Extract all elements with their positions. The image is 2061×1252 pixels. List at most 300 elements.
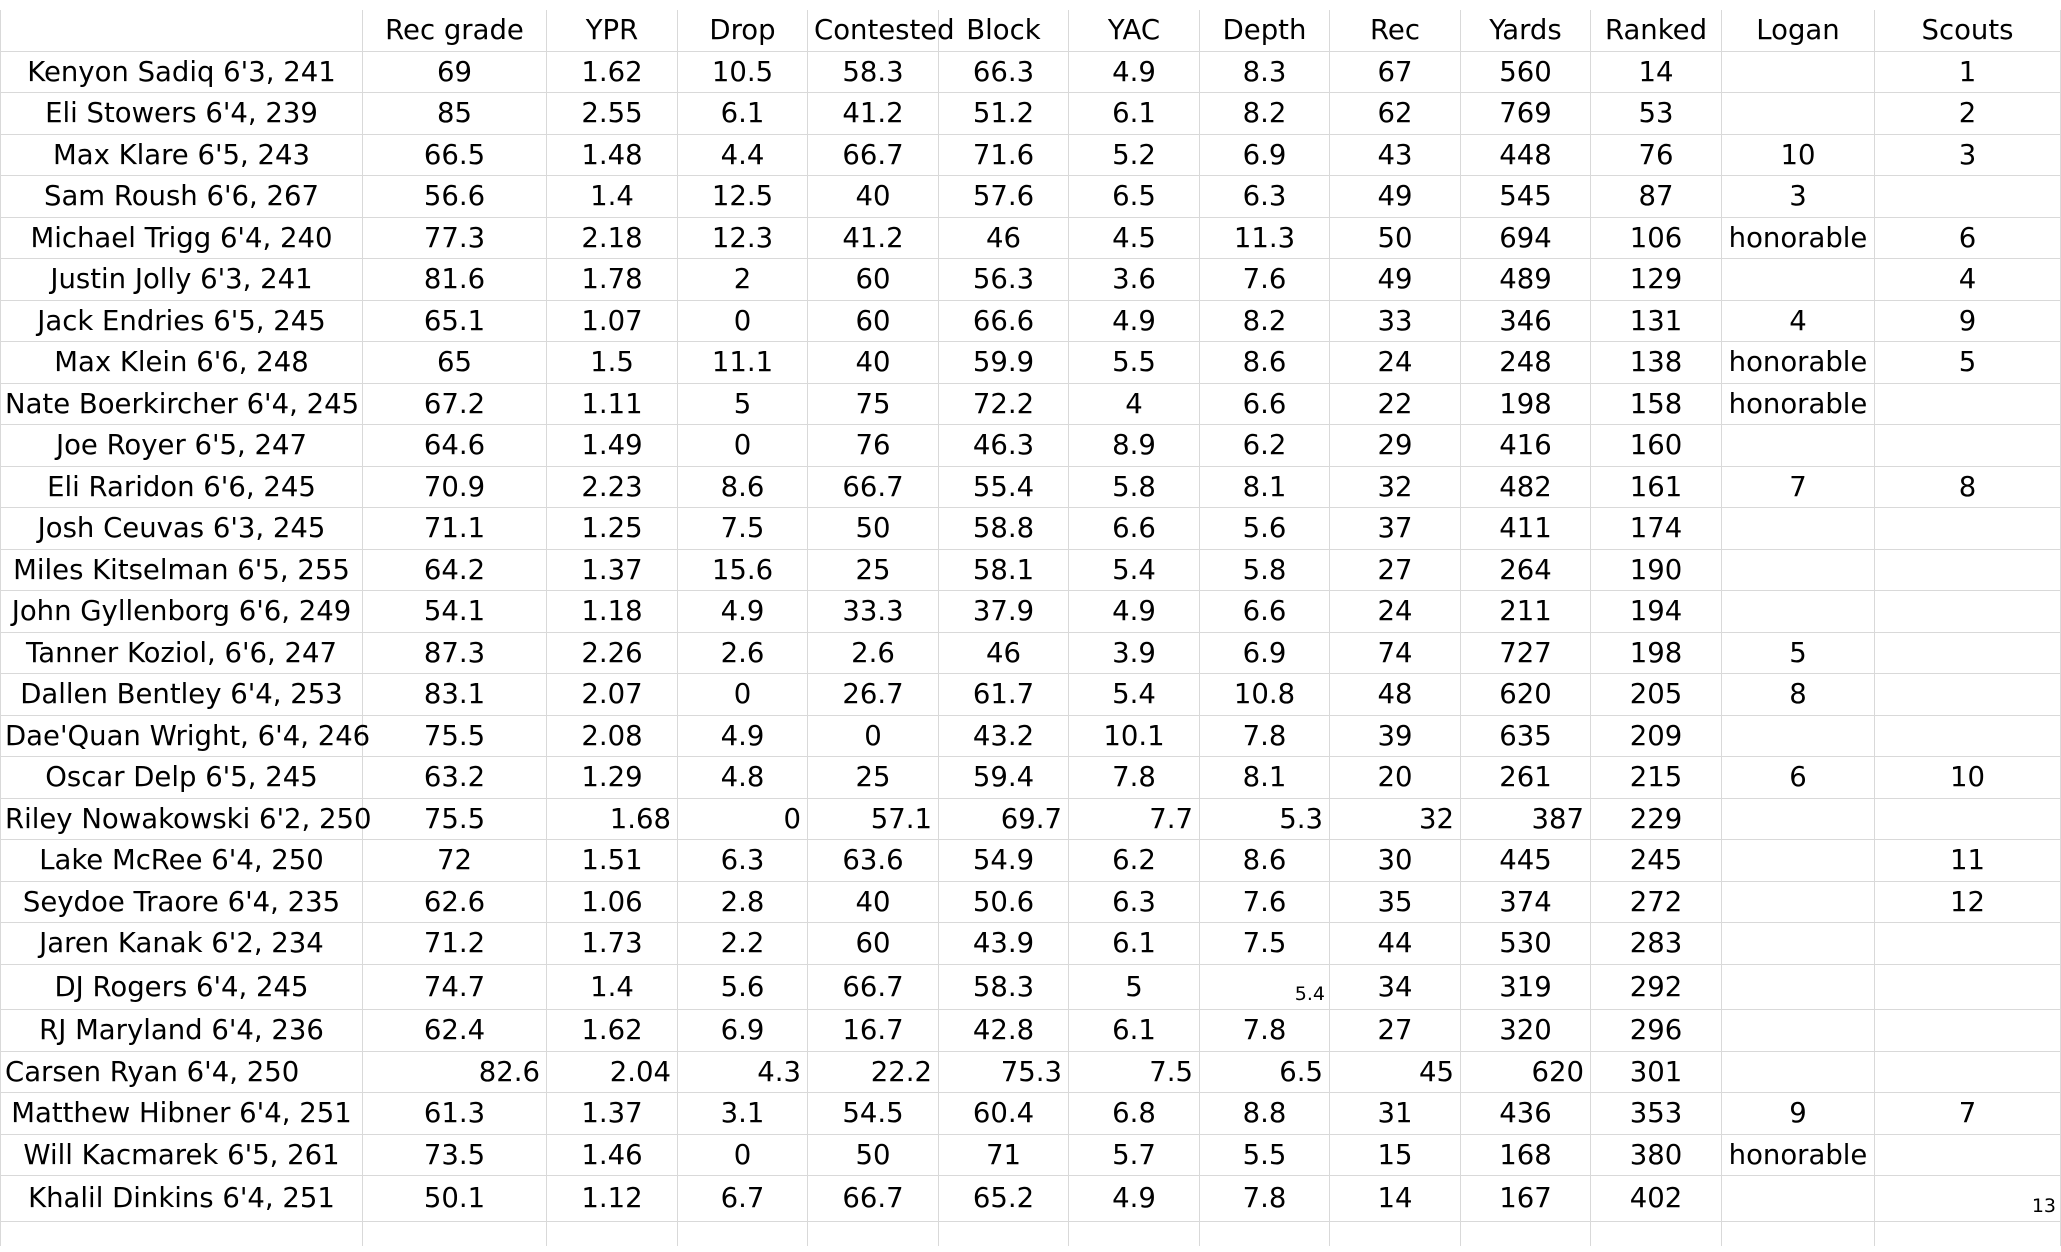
cell-logan[interactable]: 3	[1722, 176, 1875, 218]
cell-ypr[interactable]: 1.06	[547, 881, 678, 923]
cell-rec[interactable]: 33	[1330, 300, 1461, 342]
cell-yac[interactable]: 4.9	[1069, 51, 1200, 93]
cell-ypr[interactable]: 1.48	[547, 134, 678, 176]
cell-ranked[interactable]: 283	[1591, 923, 1722, 965]
cell-name[interactable]: Dae'Quan Wright, 6'4, 246	[1, 715, 363, 757]
cell-ypr[interactable]: 2.07	[547, 674, 678, 716]
cell-yac[interactable]: 5.7	[1069, 1134, 1200, 1176]
cell-yards[interactable]: 448	[1461, 134, 1591, 176]
cell-logan[interactable]	[1722, 549, 1875, 591]
empty-cell[interactable]	[547, 1221, 678, 1246]
cell-rec-grade[interactable]: 75.5	[363, 715, 547, 757]
cell-logan[interactable]: 7	[1722, 466, 1875, 508]
cell-scouts[interactable]	[1875, 549, 2061, 591]
cell-rec[interactable]: 14	[1330, 1176, 1461, 1222]
cell-scouts[interactable]	[1875, 508, 2061, 550]
cell-name[interactable]: Miles Kitselman 6'5, 255	[1, 549, 363, 591]
cell-depth[interactable]: 8.2	[1200, 93, 1330, 135]
cell-name[interactable]: Matthew Hibner 6'4, 251	[1, 1093, 363, 1135]
cell-contested[interactable]: 75	[808, 383, 939, 425]
cell-drop[interactable]: 8.6	[678, 466, 808, 508]
cell-drop[interactable]: 3.1	[678, 1093, 808, 1135]
cell-logan[interactable]	[1722, 798, 1875, 840]
cell-logan[interactable]: honorable	[1722, 1134, 1875, 1176]
cell-depth[interactable]: 8.1	[1200, 466, 1330, 508]
cell-name[interactable]: Dallen Bentley 6'4, 253	[1, 674, 363, 716]
cell-drop[interactable]: 15.6	[678, 549, 808, 591]
cell-rec-grade[interactable]: 63.2	[363, 757, 547, 799]
cell-yards[interactable]: 387	[1461, 798, 1591, 840]
cell-ranked[interactable]: 353	[1591, 1093, 1722, 1135]
cell-rec-grade[interactable]: 61.3	[363, 1093, 547, 1135]
cell-logan[interactable]	[1722, 715, 1875, 757]
cell-ranked[interactable]: 190	[1591, 549, 1722, 591]
cell-scouts[interactable]	[1875, 798, 2061, 840]
cell-depth[interactable]: 8.8	[1200, 1093, 1330, 1135]
cell-block[interactable]: 50.6	[939, 881, 1069, 923]
cell-yards[interactable]: 346	[1461, 300, 1591, 342]
cell-depth[interactable]: 7.8	[1200, 715, 1330, 757]
cell-depth[interactable]: 5.3	[1200, 798, 1330, 840]
cell-name[interactable]: Max Klein 6'6, 248	[1, 342, 363, 384]
cell-contested[interactable]: 40	[808, 342, 939, 384]
cell-rec-grade[interactable]: 74.7	[363, 964, 547, 1010]
cell-drop[interactable]: 6.3	[678, 840, 808, 882]
cell-yards[interactable]: 319	[1461, 964, 1591, 1010]
cell-contested[interactable]: 41.2	[808, 217, 939, 259]
cell-scouts[interactable]	[1875, 964, 2061, 1010]
cell-drop[interactable]: 2	[678, 259, 808, 301]
cell-rec[interactable]: 24	[1330, 342, 1461, 384]
empty-cell[interactable]	[1722, 1221, 1875, 1246]
cell-ypr[interactable]: 2.08	[547, 715, 678, 757]
cell-contested[interactable]: 22.2	[808, 1051, 939, 1093]
cell-depth[interactable]: 6.6	[1200, 383, 1330, 425]
cell-name[interactable]: RJ Maryland 6'4, 236	[1, 1010, 363, 1052]
header-cell-block[interactable]: Block	[939, 10, 1069, 51]
cell-scouts[interactable]: 10	[1875, 757, 2061, 799]
cell-yac[interactable]: 6.8	[1069, 1093, 1200, 1135]
cell-ypr[interactable]: 1.49	[547, 425, 678, 467]
cell-block[interactable]: 75.3	[939, 1051, 1069, 1093]
cell-depth[interactable]: 8.3	[1200, 51, 1330, 93]
cell-rec[interactable]: 22	[1330, 383, 1461, 425]
cell-block[interactable]: 59.9	[939, 342, 1069, 384]
cell-contested[interactable]: 40	[808, 176, 939, 218]
cell-yac[interactable]: 4.9	[1069, 1176, 1200, 1222]
cell-yac[interactable]: 4.5	[1069, 217, 1200, 259]
cell-yards[interactable]: 727	[1461, 632, 1591, 674]
cell-ypr[interactable]: 1.07	[547, 300, 678, 342]
cell-yac[interactable]: 6.1	[1069, 93, 1200, 135]
cell-drop[interactable]: 7.5	[678, 508, 808, 550]
cell-yards[interactable]: 694	[1461, 217, 1591, 259]
cell-block[interactable]: 51.2	[939, 93, 1069, 135]
cell-ranked[interactable]: 194	[1591, 591, 1722, 633]
cell-scouts[interactable]: 12	[1875, 881, 2061, 923]
cell-block[interactable]: 46	[939, 217, 1069, 259]
cell-ranked[interactable]: 402	[1591, 1176, 1722, 1222]
cell-scouts[interactable]: 2	[1875, 93, 2061, 135]
cell-depth[interactable]: 8.6	[1200, 342, 1330, 384]
cell-block[interactable]: 57.6	[939, 176, 1069, 218]
cell-contested[interactable]: 60	[808, 259, 939, 301]
cell-yac[interactable]: 5.4	[1069, 674, 1200, 716]
cell-drop[interactable]: 5.6	[678, 964, 808, 1010]
cell-logan[interactable]	[1722, 508, 1875, 550]
cell-drop[interactable]: 0	[678, 1134, 808, 1176]
cell-scouts[interactable]	[1875, 715, 2061, 757]
cell-ranked[interactable]: 76	[1591, 134, 1722, 176]
cell-rec-grade[interactable]: 71.2	[363, 923, 547, 965]
cell-drop[interactable]: 6.1	[678, 93, 808, 135]
cell-rec[interactable]: 30	[1330, 840, 1461, 882]
cell-contested[interactable]: 40	[808, 881, 939, 923]
cell-rec-grade[interactable]: 83.1	[363, 674, 547, 716]
cell-scouts[interactable]	[1875, 425, 2061, 467]
cell-logan[interactable]: 5	[1722, 632, 1875, 674]
cell-rec-grade[interactable]: 62.4	[363, 1010, 547, 1052]
empty-cell[interactable]	[808, 1221, 939, 1246]
cell-rec-grade[interactable]: 73.5	[363, 1134, 547, 1176]
cell-drop[interactable]: 0	[678, 674, 808, 716]
cell-rec-grade[interactable]: 77.3	[363, 217, 547, 259]
cell-logan[interactable]	[1722, 259, 1875, 301]
cell-depth[interactable]: 7.8	[1200, 1010, 1330, 1052]
cell-contested[interactable]: 66.7	[808, 466, 939, 508]
cell-block[interactable]: 69.7	[939, 798, 1069, 840]
header-cell-ypr[interactable]: YPR	[547, 10, 678, 51]
cell-ypr[interactable]: 2.55	[547, 93, 678, 135]
cell-ranked[interactable]: 301	[1591, 1051, 1722, 1093]
cell-rec-grade[interactable]: 64.2	[363, 549, 547, 591]
cell-drop[interactable]: 0	[678, 425, 808, 467]
cell-yards[interactable]: 167	[1461, 1176, 1591, 1222]
cell-yac[interactable]: 5.2	[1069, 134, 1200, 176]
cell-contested[interactable]: 50	[808, 1134, 939, 1176]
cell-drop[interactable]: 11.1	[678, 342, 808, 384]
cell-ypr[interactable]: 1.18	[547, 591, 678, 633]
cell-contested[interactable]: 26.7	[808, 674, 939, 716]
cell-drop[interactable]: 12.5	[678, 176, 808, 218]
cell-yards[interactable]: 635	[1461, 715, 1591, 757]
cell-ranked[interactable]: 129	[1591, 259, 1722, 301]
cell-contested[interactable]: 60	[808, 923, 939, 965]
cell-scouts[interactable]: 1	[1875, 51, 2061, 93]
cell-yac[interactable]: 10.1	[1069, 715, 1200, 757]
cell-contested[interactable]: 54.5	[808, 1093, 939, 1135]
cell-contested[interactable]: 25	[808, 549, 939, 591]
cell-logan[interactable]	[1722, 93, 1875, 135]
cell-block[interactable]: 58.3	[939, 964, 1069, 1010]
header-cell-contested[interactable]: Contested	[808, 10, 939, 51]
cell-logan[interactable]	[1722, 1010, 1875, 1052]
cell-yards[interactable]: 482	[1461, 466, 1591, 508]
cell-rec[interactable]: 20	[1330, 757, 1461, 799]
cell-yac[interactable]: 5.8	[1069, 466, 1200, 508]
cell-scouts[interactable]: 7	[1875, 1093, 2061, 1135]
cell-rec-grade[interactable]: 67.2	[363, 383, 547, 425]
cell-block[interactable]: 43.9	[939, 923, 1069, 965]
cell-rec-grade[interactable]: 56.6	[363, 176, 547, 218]
cell-rec[interactable]: 32	[1330, 798, 1461, 840]
cell-drop[interactable]: 6.9	[678, 1010, 808, 1052]
cell-depth[interactable]: 5.6	[1200, 508, 1330, 550]
cell-rec[interactable]: 62	[1330, 93, 1461, 135]
cell-ypr[interactable]: 2.26	[547, 632, 678, 674]
cell-block[interactable]: 66.6	[939, 300, 1069, 342]
cell-contested[interactable]: 41.2	[808, 93, 939, 135]
cell-yac[interactable]: 4.9	[1069, 591, 1200, 633]
cell-scouts[interactable]: 3	[1875, 134, 2061, 176]
cell-ypr[interactable]: 2.18	[547, 217, 678, 259]
cell-logan[interactable]	[1722, 51, 1875, 93]
cell-depth[interactable]: 5.8	[1200, 549, 1330, 591]
cell-drop[interactable]: 10.5	[678, 51, 808, 93]
cell-ypr[interactable]: 1.25	[547, 508, 678, 550]
cell-ranked[interactable]: 209	[1591, 715, 1722, 757]
cell-rec-grade[interactable]: 85	[363, 93, 547, 135]
header-cell-rec[interactable]: Rec	[1330, 10, 1461, 51]
cell-scouts[interactable]	[1875, 632, 2061, 674]
cell-rec-grade[interactable]: 87.3	[363, 632, 547, 674]
cell-ypr[interactable]: 1.51	[547, 840, 678, 882]
cell-block[interactable]: 37.9	[939, 591, 1069, 633]
cell-name[interactable]: Riley Nowakowski 6'2, 250	[1, 798, 363, 840]
cell-contested[interactable]: 0	[808, 715, 939, 757]
empty-cell[interactable]	[1069, 1221, 1200, 1246]
cell-drop[interactable]: 4.9	[678, 591, 808, 633]
cell-block[interactable]: 60.4	[939, 1093, 1069, 1135]
cell-ypr[interactable]: 1.29	[547, 757, 678, 799]
cell-contested[interactable]: 60	[808, 300, 939, 342]
cell-block[interactable]: 72.2	[939, 383, 1069, 425]
cell-yards[interactable]: 264	[1461, 549, 1591, 591]
cell-ypr[interactable]: 1.62	[547, 51, 678, 93]
header-cell-scouts[interactable]: Scouts	[1875, 10, 2061, 51]
cell-logan[interactable]	[1722, 881, 1875, 923]
cell-depth[interactable]: 7.6	[1200, 259, 1330, 301]
cell-block[interactable]: 66.3	[939, 51, 1069, 93]
cell-rec-grade[interactable]: 75.5	[363, 798, 547, 840]
cell-scouts[interactable]: 6	[1875, 217, 2061, 259]
header-cell-rec-grade[interactable]: Rec grade	[363, 10, 547, 51]
cell-name[interactable]: Jack Endries 6'5, 245	[1, 300, 363, 342]
cell-rec[interactable]: 74	[1330, 632, 1461, 674]
cell-logan[interactable]: 10	[1722, 134, 1875, 176]
cell-contested[interactable]: 58.3	[808, 51, 939, 93]
cell-rec-grade[interactable]: 70.9	[363, 466, 547, 508]
cell-contested[interactable]: 25	[808, 757, 939, 799]
cell-contested[interactable]: 33.3	[808, 591, 939, 633]
cell-yards[interactable]: 530	[1461, 923, 1591, 965]
cell-logan[interactable]: 9	[1722, 1093, 1875, 1135]
cell-ypr[interactable]: 1.11	[547, 383, 678, 425]
cell-contested[interactable]: 16.7	[808, 1010, 939, 1052]
cell-ranked[interactable]: 296	[1591, 1010, 1722, 1052]
cell-name[interactable]: Tanner Koziol, 6'6, 247	[1, 632, 363, 674]
cell-depth[interactable]: 6.5	[1200, 1051, 1330, 1093]
cell-block[interactable]: 43.2	[939, 715, 1069, 757]
cell-rec[interactable]: 67	[1330, 51, 1461, 93]
cell-depth[interactable]: 10.8	[1200, 674, 1330, 716]
header-cell-yac[interactable]: YAC	[1069, 10, 1200, 51]
cell-logan[interactable]: honorable	[1722, 383, 1875, 425]
cell-depth[interactable]: 7.8	[1200, 1176, 1330, 1222]
cell-scouts[interactable]	[1875, 1010, 2061, 1052]
cell-rec[interactable]: 44	[1330, 923, 1461, 965]
cell-scouts[interactable]: 11	[1875, 840, 2061, 882]
cell-name[interactable]: John Gyllenborg 6'6, 249	[1, 591, 363, 633]
cell-logan[interactable]: honorable	[1722, 217, 1875, 259]
cell-depth[interactable]: 6.6	[1200, 591, 1330, 633]
cell-rec-grade[interactable]: 62.6	[363, 881, 547, 923]
cell-scouts[interactable]	[1875, 383, 2061, 425]
cell-block[interactable]: 61.7	[939, 674, 1069, 716]
cell-ypr[interactable]: 1.4	[547, 964, 678, 1010]
cell-rec[interactable]: 27	[1330, 549, 1461, 591]
empty-cell[interactable]	[363, 1221, 547, 1246]
cell-contested[interactable]: 76	[808, 425, 939, 467]
cell-block[interactable]: 54.9	[939, 840, 1069, 882]
empty-cell[interactable]	[1875, 1221, 2061, 1246]
cell-ranked[interactable]: 292	[1591, 964, 1722, 1010]
cell-rec[interactable]: 43	[1330, 134, 1461, 176]
cell-yards[interactable]: 261	[1461, 757, 1591, 799]
cell-yac[interactable]: 6.5	[1069, 176, 1200, 218]
cell-scouts[interactable]: 8	[1875, 466, 2061, 508]
cell-yards[interactable]: 168	[1461, 1134, 1591, 1176]
cell-ranked[interactable]: 53	[1591, 93, 1722, 135]
cell-logan[interactable]	[1722, 1176, 1875, 1222]
cell-ypr[interactable]: 1.62	[547, 1010, 678, 1052]
cell-rec[interactable]: 31	[1330, 1093, 1461, 1135]
cell-yards[interactable]: 198	[1461, 383, 1591, 425]
cell-rec-grade[interactable]: 66.5	[363, 134, 547, 176]
cell-block[interactable]: 46	[939, 632, 1069, 674]
cell-logan[interactable]: 8	[1722, 674, 1875, 716]
cell-yac[interactable]: 7.8	[1069, 757, 1200, 799]
cell-ypr[interactable]: 1.78	[547, 259, 678, 301]
cell-ranked[interactable]: 158	[1591, 383, 1722, 425]
cell-scouts[interactable]	[1875, 674, 2061, 716]
cell-yac[interactable]: 5.5	[1069, 342, 1200, 384]
cell-rec[interactable]: 24	[1330, 591, 1461, 633]
cell-rec[interactable]: 15	[1330, 1134, 1461, 1176]
cell-yac[interactable]: 4	[1069, 383, 1200, 425]
cell-rec[interactable]: 50	[1330, 217, 1461, 259]
cell-ranked[interactable]: 174	[1591, 508, 1722, 550]
cell-yac[interactable]: 7.5	[1069, 1051, 1200, 1093]
cell-rec[interactable]: 49	[1330, 259, 1461, 301]
cell-ranked[interactable]: 87	[1591, 176, 1722, 218]
cell-drop[interactable]: 4.8	[678, 757, 808, 799]
cell-depth[interactable]: 7.5	[1200, 923, 1330, 965]
cell-yac[interactable]: 6.1	[1069, 1010, 1200, 1052]
cell-name[interactable]: Josh Ceuvas 6'3, 245	[1, 508, 363, 550]
cell-block[interactable]: 58.8	[939, 508, 1069, 550]
cell-contested[interactable]: 2.6	[808, 632, 939, 674]
cell-yac[interactable]: 6.2	[1069, 840, 1200, 882]
cell-yards[interactable]: 545	[1461, 176, 1591, 218]
cell-rec[interactable]: 35	[1330, 881, 1461, 923]
cell-yac[interactable]: 8.9	[1069, 425, 1200, 467]
cell-yac[interactable]: 3.6	[1069, 259, 1200, 301]
cell-yards[interactable]: 436	[1461, 1093, 1591, 1135]
header-cell-ranked[interactable]: Ranked	[1591, 10, 1722, 51]
cell-name[interactable]: Sam Roush 6'6, 267	[1, 176, 363, 218]
cell-logan[interactable]	[1722, 923, 1875, 965]
cell-rec-grade[interactable]: 54.1	[363, 591, 547, 633]
cell-name[interactable]: Seydoe Traore 6'4, 235	[1, 881, 363, 923]
cell-yac[interactable]: 6.1	[1069, 923, 1200, 965]
cell-yards[interactable]: 416	[1461, 425, 1591, 467]
empty-cell[interactable]	[1330, 1221, 1461, 1246]
cell-logan[interactable]	[1722, 591, 1875, 633]
cell-rec-grade[interactable]: 71.1	[363, 508, 547, 550]
cell-rec-grade[interactable]: 82.6	[363, 1051, 547, 1093]
cell-scouts[interactable]	[1875, 591, 2061, 633]
cell-ranked[interactable]: 215	[1591, 757, 1722, 799]
cell-contested[interactable]: 50	[808, 508, 939, 550]
cell-yac[interactable]: 7.7	[1069, 798, 1200, 840]
cell-rec-grade[interactable]: 64.6	[363, 425, 547, 467]
empty-cell[interactable]	[678, 1221, 808, 1246]
cell-block[interactable]: 59.4	[939, 757, 1069, 799]
cell-contested[interactable]: 57.1	[808, 798, 939, 840]
header-cell-name[interactable]	[1, 10, 363, 51]
cell-drop[interactable]: 12.3	[678, 217, 808, 259]
cell-drop[interactable]: 0	[678, 300, 808, 342]
cell-name[interactable]: Jaren Kanak 6'2, 234	[1, 923, 363, 965]
cell-drop[interactable]: 4.3	[678, 1051, 808, 1093]
cell-ypr[interactable]: 1.73	[547, 923, 678, 965]
cell-drop[interactable]: 2.6	[678, 632, 808, 674]
cell-rec[interactable]: 29	[1330, 425, 1461, 467]
cell-ranked[interactable]: 229	[1591, 798, 1722, 840]
cell-yards[interactable]: 411	[1461, 508, 1591, 550]
cell-ypr[interactable]: 1.37	[547, 549, 678, 591]
cell-ypr[interactable]: 1.68	[547, 798, 678, 840]
cell-rec-grade[interactable]: 72	[363, 840, 547, 882]
cell-rec[interactable]: 45	[1330, 1051, 1461, 1093]
cell-logan[interactable]	[1722, 1051, 1875, 1093]
empty-cell[interactable]	[1591, 1221, 1722, 1246]
cell-name[interactable]: Carsen Ryan 6'4, 250	[1, 1051, 363, 1093]
header-cell-yards[interactable]: Yards	[1461, 10, 1591, 51]
cell-drop[interactable]: 5	[678, 383, 808, 425]
cell-rec[interactable]: 39	[1330, 715, 1461, 757]
cell-yards[interactable]: 248	[1461, 342, 1591, 384]
cell-rec[interactable]: 32	[1330, 466, 1461, 508]
cell-depth[interactable]: 8.2	[1200, 300, 1330, 342]
cell-rec-grade[interactable]: 65	[363, 342, 547, 384]
cell-block[interactable]: 46.3	[939, 425, 1069, 467]
cell-ranked[interactable]: 138	[1591, 342, 1722, 384]
cell-logan[interactable]	[1722, 425, 1875, 467]
cell-ranked[interactable]: 380	[1591, 1134, 1722, 1176]
cell-yards[interactable]: 489	[1461, 259, 1591, 301]
cell-rec-grade[interactable]: 50.1	[363, 1176, 547, 1222]
cell-block[interactable]: 71.6	[939, 134, 1069, 176]
cell-depth[interactable]: 6.3	[1200, 176, 1330, 218]
cell-name[interactable]: Kenyon Sadiq 6'3, 241	[1, 51, 363, 93]
cell-depth[interactable]: 5.4	[1200, 964, 1330, 1010]
cell-yards[interactable]: 560	[1461, 51, 1591, 93]
cell-yac[interactable]: 6.3	[1069, 881, 1200, 923]
empty-cell[interactable]	[939, 1221, 1069, 1246]
empty-cell[interactable]	[1, 1221, 363, 1246]
